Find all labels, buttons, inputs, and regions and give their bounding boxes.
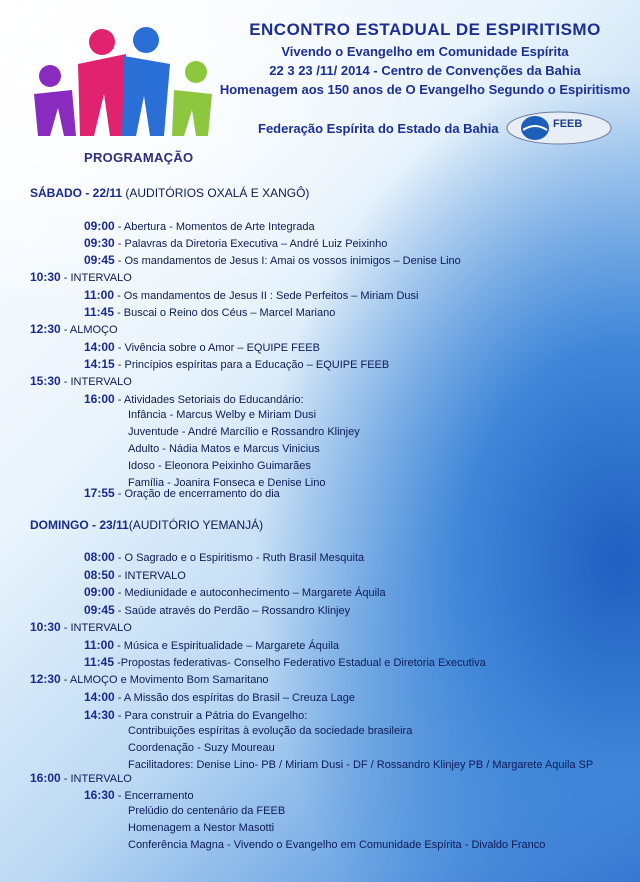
schedule-item: [128, 759, 593, 771]
schedule-text: - O Sagrado e o Espiritismo - Ruth Brasil Mesquita: [114, 552, 365, 564]
schedule-time: 11:00: [84, 288, 115, 302]
schedule-item: [84, 253, 461, 267]
schedule-time: 09:00: [84, 585, 115, 599]
schedule-text: -Propostas federativas- Conselho Federativo Estadual e Diretoria Executiva: [114, 657, 486, 669]
schedule-text: Facilitadores: Denise Lino- PB / Miriam Dusi - DF / Rossandro Klinjey PB / Margarete Aquila SP: [128, 759, 594, 771]
schedule-text: Juventude - André Marcílio e Rossandro Klinjey: [128, 426, 360, 438]
schedule-time: 16:30: [84, 788, 115, 802]
programacao-label: PROGRAMAÇÃO: [84, 150, 194, 165]
schedule-time: 11:45: [84, 305, 115, 319]
schedule-item: [84, 236, 387, 250]
schedule-text: - ALMOÇO e Movimento Bom Samaritano: [60, 674, 269, 686]
saturday-heading: SÁBADO - 22/11 (AUDITÓRIOS OXALÁ E XANGÔ): [30, 186, 310, 200]
schedule-text: - Os mandamentos de Jesus II : Sede Perfeitos – Miriam Dusi: [114, 290, 419, 302]
sunday-heading: DOMINGO - 23/11(AUDITÓRIO YEMANJÁ): [30, 518, 264, 532]
schedule-item: [84, 288, 419, 302]
schedule-text: - Mediunidade e autoconhecimento – Margarete Áquila: [114, 587, 386, 599]
schedule-item: [128, 460, 311, 472]
schedule-time: 11:45: [84, 655, 115, 669]
schedule-time: 09:45: [84, 253, 115, 267]
schedule-item: [128, 822, 274, 834]
schedule-item: [84, 708, 307, 722]
schedule-item: [84, 486, 280, 500]
schedule-text: - INTERVALO: [60, 622, 132, 634]
event-title: ENCONTRO ESTADUAL DE ESPIRITISMO: [249, 20, 601, 39]
schedule-item: [84, 788, 194, 802]
schedule-time: 10:30: [30, 620, 61, 634]
schedule-text: - A Missão dos espíritas do Brasil – Creuza Lage: [114, 692, 355, 704]
schedule-item: [84, 568, 186, 582]
logo-figure-blue: [122, 27, 170, 136]
logo-figure-pink: [78, 29, 126, 136]
schedule-text: - Música e Espiritualidade – Margarete Áquila: [114, 640, 340, 652]
schedule-text: - Abertura - Momentos de Arte Integrada: [114, 221, 315, 233]
schedule-time: 16:00: [30, 771, 61, 785]
schedule-item: [30, 771, 132, 785]
schedule-text: - INTERVALO: [60, 272, 132, 284]
schedule-time: 08:00: [84, 550, 115, 564]
schedule-item: [128, 409, 316, 421]
schedule-time: 11:00: [84, 638, 115, 652]
schedule-item: [84, 392, 304, 406]
schedule-item: [84, 357, 389, 371]
schedule-item: [84, 638, 339, 652]
schedule-item: [84, 340, 320, 354]
schedule-text: Prelúdio do centenário da FEEB: [128, 805, 286, 817]
schedule-time: 09:45: [84, 603, 115, 617]
schedule-item: [84, 603, 350, 617]
schedule-item: [128, 725, 412, 737]
schedule-text: - INTERVALO: [60, 376, 132, 388]
schedule-time: 12:30: [30, 322, 61, 336]
schedule-item: [84, 219, 315, 233]
event-homage: Homenagem aos 150 anos de O Evangelho Segundo o Espiritismo: [219, 82, 631, 97]
schedule-item: [128, 443, 320, 455]
schedule-item: [84, 690, 355, 704]
federation-name: Federação Espírita do Estado da Bahia: [258, 120, 499, 136]
schedule-text: - Para construir a Pátria do Evangelho:: [114, 710, 308, 722]
schedule-item: [30, 322, 118, 336]
schedule-item: [30, 374, 132, 388]
schedule-text: Coordenação - Suzy Moureau: [128, 742, 275, 754]
event-dates: 22 3 23 /11/ 2014 - Centro de Convenções da Bahia: [269, 63, 581, 78]
schedule-item: [84, 655, 486, 669]
schedule-item: [30, 270, 132, 284]
schedule-text: Adulto - Nádia Matos e Marcus Vinicius: [128, 443, 320, 455]
schedule-time: 09:00: [84, 219, 115, 233]
svg-text:FEEB: FEEB: [552, 118, 582, 130]
schedule-text: - Saúde através do Perdão – Rossandro Klinjey: [114, 605, 351, 617]
schedule-text: Família - Joanira Fonseca e Denise Lino: [128, 477, 326, 489]
schedule-time: 14:30: [84, 708, 115, 722]
schedule-item: [128, 742, 275, 754]
schedule-time: 17:55: [84, 486, 115, 500]
schedule-time: 08:50: [84, 568, 115, 582]
schedule-time: 16:00: [84, 392, 115, 406]
schedule-text: Infância - Marcus Welby e Miriam Dusi: [128, 409, 317, 421]
schedule-text: - Vivência sobre o Amor – EQUIPE FEEB: [114, 342, 320, 354]
schedule-time: 14:15: [84, 357, 115, 371]
logo-figure-green: [172, 61, 212, 136]
event-subtitle: Vivendo o Evangelho em Comunidade Espírita: [281, 44, 569, 59]
schedule-text: - Encerramento: [114, 790, 194, 802]
schedule-item: [30, 672, 269, 686]
schedule-text: - INTERVALO: [60, 773, 132, 785]
header: [215, 20, 635, 97]
schedule-time: 10:30: [30, 270, 61, 284]
schedule-time: 12:30: [30, 672, 61, 686]
logo-figure-purple: [34, 65, 76, 136]
event-logo: [28, 24, 214, 142]
federation-row: [258, 110, 613, 146]
schedule-text: - Oração de encerramento do dia: [114, 488, 280, 500]
schedule-item: [84, 550, 364, 564]
schedule-text: - Atividades Setoriais do Educandário:: [114, 394, 304, 406]
schedule-text: - Princípios espíritas para a Educação – EQUIPE FEEB: [114, 359, 390, 371]
feeb-logo: [505, 110, 613, 146]
schedule-text: - Os mandamentos de Jesus I: Amai os vossos inimigos – Denise Lino: [114, 255, 461, 267]
schedule-text: Conferência Magna - Vivendo o Evangelho em Comunidade Espírita - Divaldo Franco: [128, 839, 546, 851]
schedule-time: 09:30: [84, 236, 115, 250]
schedule-text: - Buscai o Reino dos Céus – Marcel Mariano: [114, 307, 336, 319]
schedule-text: - INTERVALO: [114, 570, 186, 582]
schedule-item: [128, 839, 545, 851]
schedule-time: 14:00: [84, 690, 115, 704]
schedule-text: Idoso - Eleonora Peixinho Guimarães: [128, 460, 311, 472]
schedule-item: [128, 805, 285, 817]
schedule-item: [84, 305, 335, 319]
schedule-text: Homenagem a Nestor Masotti: [128, 822, 275, 834]
schedule-item: [128, 426, 360, 438]
schedule-time: 14:00: [84, 340, 115, 354]
schedule-text: - ALMOÇO: [60, 324, 118, 336]
schedule-item: [84, 585, 386, 599]
schedule-text: Contribuições espíritas à evolução da sociedade brasileira: [128, 725, 413, 737]
schedule-time: 15:30: [30, 374, 61, 388]
schedule-text: - Palavras da Diretoria Executiva – André Luiz Peixinho: [114, 238, 388, 250]
schedule-item: [30, 620, 132, 634]
